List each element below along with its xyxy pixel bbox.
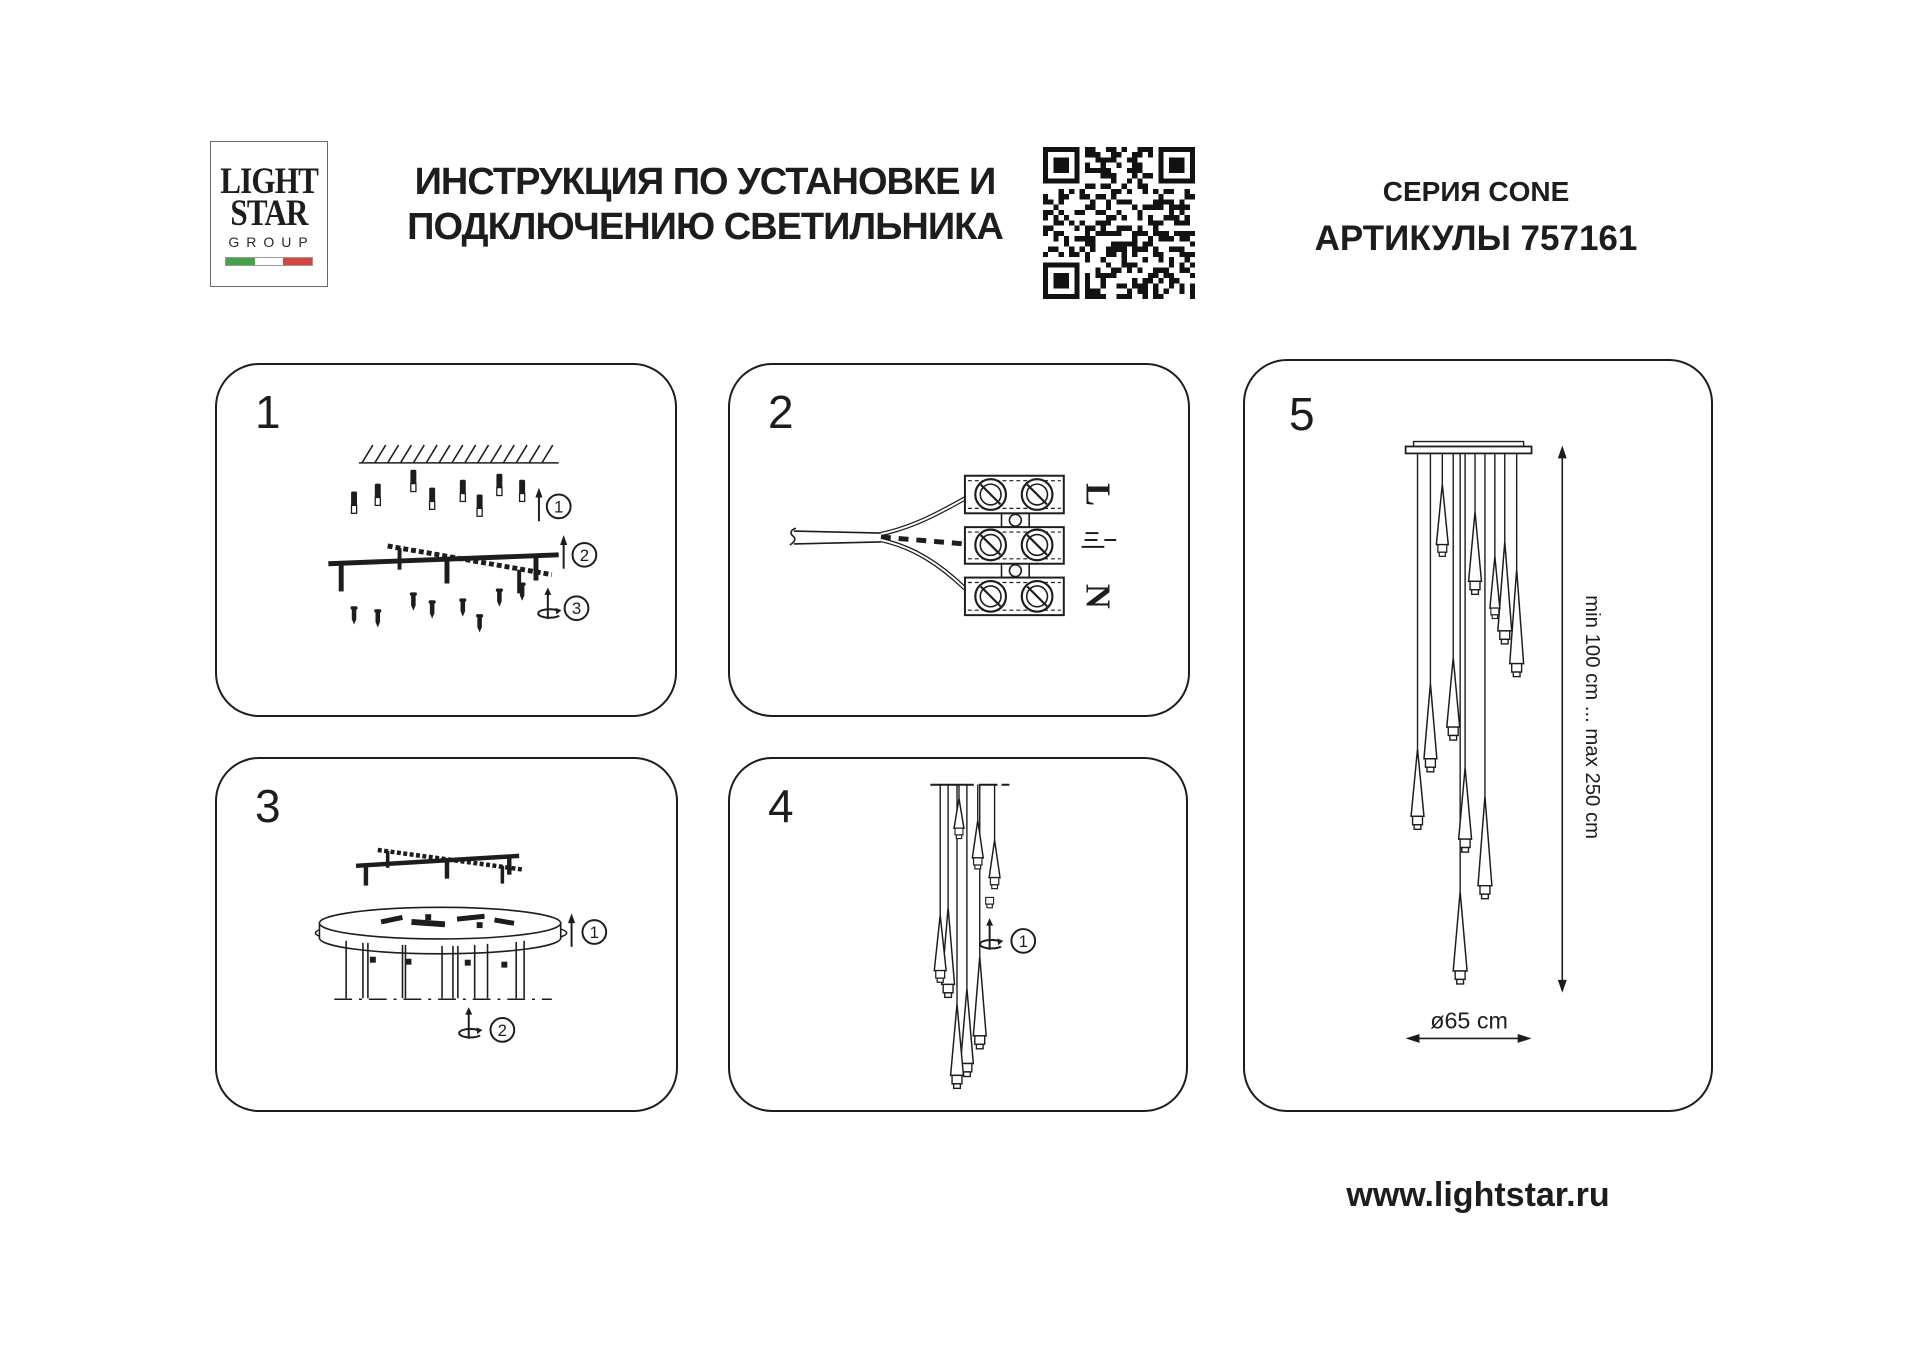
rod-set-screws <box>370 957 507 968</box>
step-number-3: 3 <box>255 780 281 832</box>
screws-row <box>350 583 525 633</box>
title-line-2: ПОДКЛЮЧЕНИЮ СВЕТИЛЬНИКА <box>407 206 1003 248</box>
svg-text:1: 1 <box>1018 931 1028 951</box>
step-number-1: 1 <box>255 386 281 438</box>
height-label: min 100 cm ... max 250 cm <box>1581 595 1604 840</box>
step-4-figure <box>730 759 1186 1110</box>
logo-word-star: STAR <box>230 193 308 234</box>
step-marker-1 <box>582 920 606 944</box>
flag-white <box>255 258 284 265</box>
flag-green <box>226 258 255 265</box>
step-marker-3 <box>565 596 589 620</box>
rotate-icon <box>538 587 561 619</box>
logo-word-light: LIGHT <box>220 161 318 202</box>
website-url: www.lightstar.ru <box>1346 1176 1610 1214</box>
label-live: L <box>1078 482 1117 507</box>
step-number-2: 2 <box>768 386 794 438</box>
title-line-1: ИНСТРУКЦИЯ ПО УСТАНОВКЕ И <box>414 161 996 203</box>
cone-pendants <box>1411 484 1524 984</box>
step-3-figure <box>217 759 676 1110</box>
page-title <box>350 160 1060 250</box>
mains-cable <box>790 528 881 545</box>
detached-cap <box>986 897 994 907</box>
lightstar-logo <box>210 141 328 287</box>
terminal-block-neutral <box>965 578 1064 616</box>
step-1-figure <box>217 365 675 715</box>
step-marker-1 <box>547 495 571 519</box>
svg-text:2: 2 <box>497 1020 508 1040</box>
diameter-dimension <box>1406 1007 1532 1042</box>
logo-word-group: GROUP <box>228 234 315 250</box>
step-panel-5 <box>1243 359 1713 1112</box>
rotate-icon <box>459 1007 482 1039</box>
ceiling-plate <box>1406 442 1532 454</box>
step1-arrow-icon <box>568 913 575 947</box>
step2-arrow-icon <box>560 535 567 569</box>
terminal-connector-2 <box>1002 564 1030 578</box>
canopy-plate <box>315 907 566 953</box>
mounting-bars <box>356 850 524 886</box>
product-info <box>1280 176 1672 259</box>
series-label: СЕРИЯ CONE <box>1382 176 1570 207</box>
step-panel-2 <box>728 363 1190 717</box>
qr-code <box>1043 147 1195 299</box>
step-marker-1 <box>1011 929 1035 953</box>
step-marker-2 <box>490 1018 514 1042</box>
wall-anchors <box>351 470 525 516</box>
step-number-5: 5 <box>1289 388 1315 440</box>
wire-neutral <box>881 540 965 588</box>
step-panel-1 <box>215 363 677 717</box>
step1-arrow-icon <box>535 488 542 522</box>
step-5-figure <box>1245 361 1711 1110</box>
step-number-4: 4 <box>768 780 794 832</box>
svg-text:2: 2 <box>579 545 590 565</box>
terminal-block-ground <box>965 527 1064 564</box>
flag-red <box>283 258 312 265</box>
ground-symbol <box>1082 533 1117 547</box>
article-number: АРТИКУЛЫ 757161 <box>1314 219 1638 258</box>
rotate-icon <box>980 918 1003 950</box>
italian-flag-bar <box>225 257 313 266</box>
svg-text:1: 1 <box>589 922 599 942</box>
label-neutral: N <box>1078 583 1117 609</box>
step-marker-2 <box>573 543 597 567</box>
height-dimension <box>1558 445 1603 992</box>
terminal-connector-1 <box>1002 513 1030 527</box>
step-2-figure <box>730 365 1188 715</box>
terminal-block-live <box>965 476 1064 514</box>
svg-text:1: 1 <box>554 497 564 517</box>
wire-live <box>881 498 965 534</box>
svg-text:3: 3 <box>571 599 582 619</box>
diameter-label: ø65 cm <box>1430 1007 1508 1034</box>
step-panel-3 <box>215 757 678 1112</box>
step-panel-4 <box>728 757 1188 1112</box>
ceiling-hatch <box>359 445 559 463</box>
